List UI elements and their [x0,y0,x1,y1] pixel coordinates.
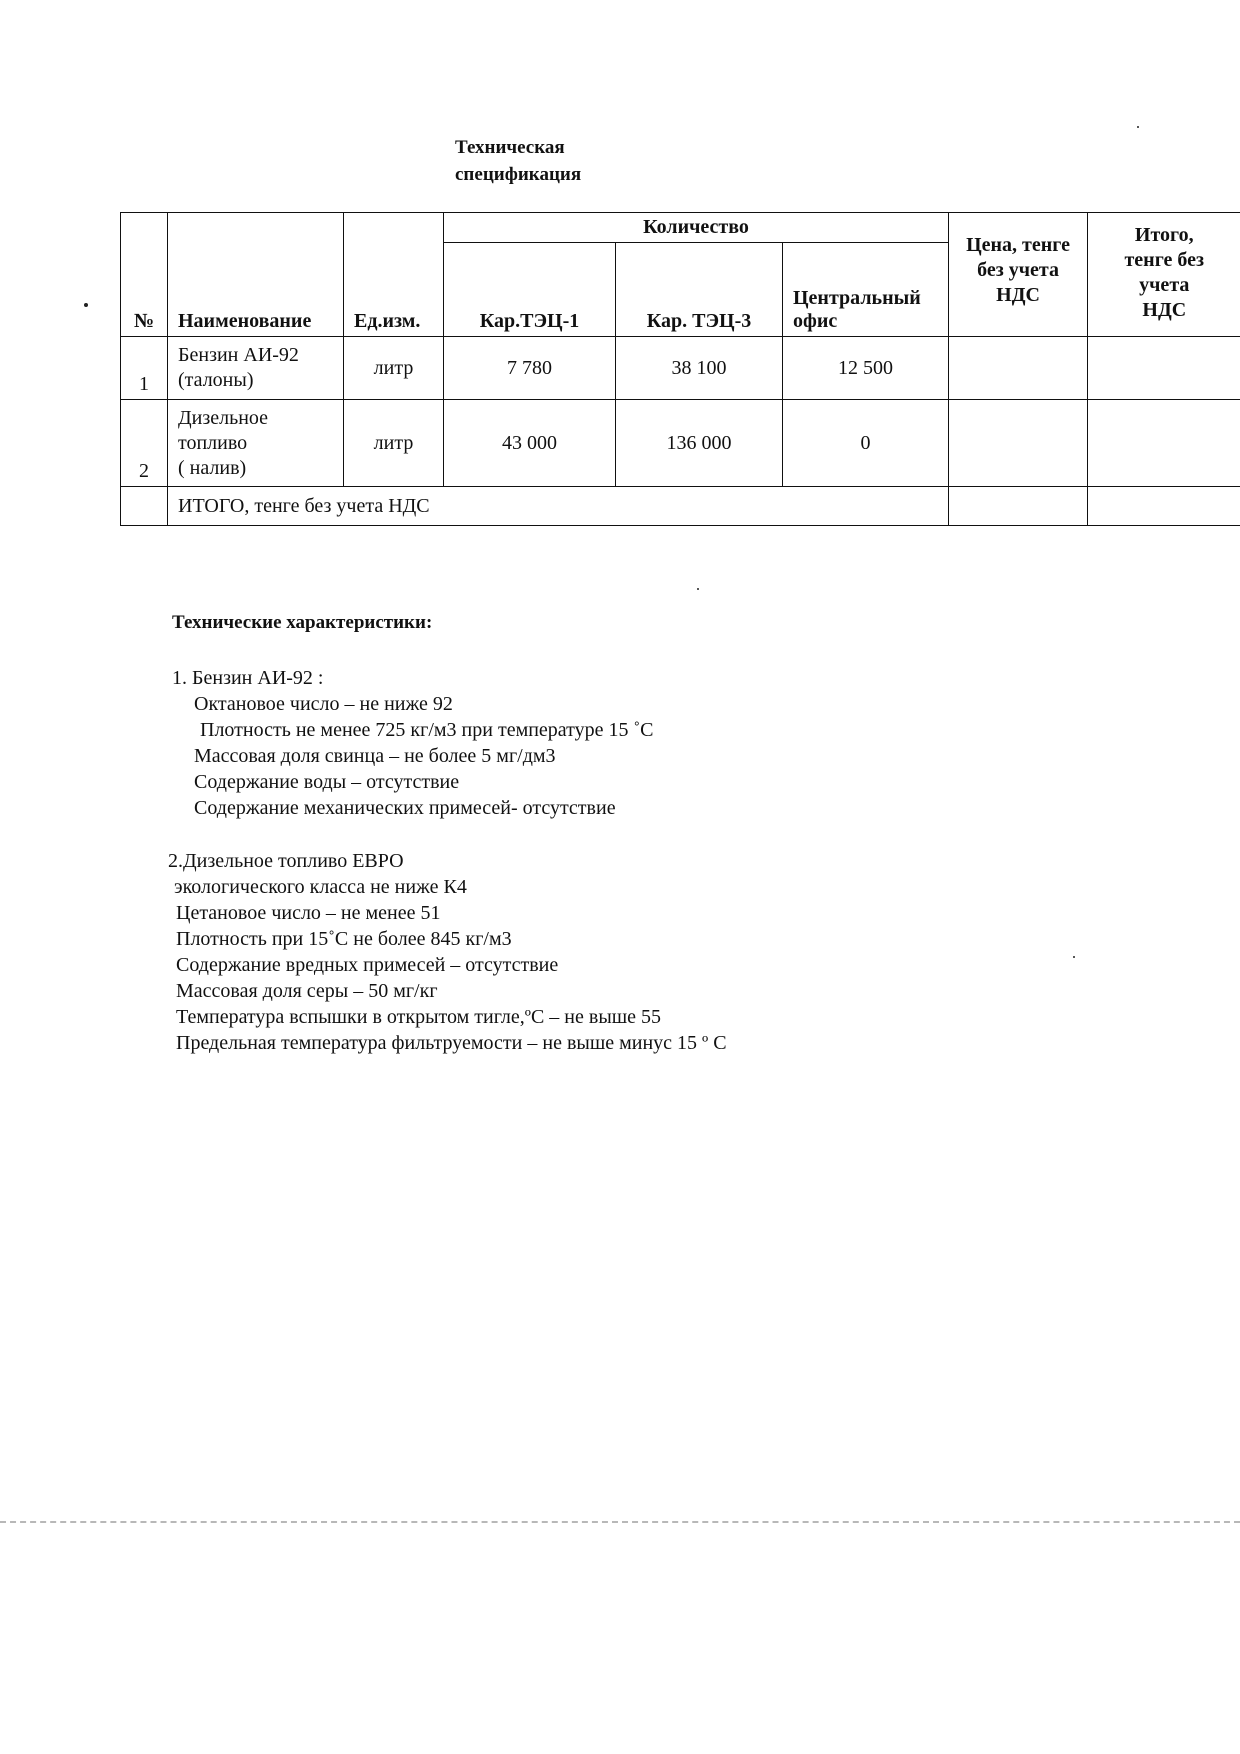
header-office [783,243,949,337]
row-name [168,400,344,487]
total-row-label: ИТОГО, тенге без учета НДС [168,487,949,526]
characteristics-line: Содержание вредных примесей – отсутствие [176,954,559,976]
title-line-1: Техническая [455,137,565,158]
header-office-line-2: офис [793,310,838,332]
characteristics-line: Массовая доля свинца – не более 5 мг/дм3 [194,745,556,767]
characteristics-line: Цетановое число – не менее 51 [176,902,441,924]
characteristics-item-diesel [168,848,727,1056]
row-unit: литр [344,400,444,487]
characteristics-line: Содержание механических примесей- отсутствие [194,797,616,819]
header-number: № [121,213,168,337]
row-qty-tec1: 43 000 [444,400,616,487]
header-price-line-2: без учета [977,259,1059,281]
row-name-line: ( налив) [178,457,247,479]
characteristics-heading: Технические характеристики: [172,612,433,633]
header-total [1088,213,1240,337]
scan-speck [1073,956,1075,958]
header-unit: Ед.изм. [344,213,444,337]
table-row [121,400,1240,487]
header-tec3: Кар. ТЭЦ-3 [616,243,783,337]
scan-speck [697,588,699,590]
row-qty-tec3: 136 000 [616,400,783,487]
total-row-total-cell [1088,487,1240,526]
row-name-line: Дизельное [178,407,269,429]
characteristics-line: экологического класса не ниже К4 [174,876,467,898]
row-number: 1 [121,337,168,400]
header-total-line-4: НДС [1142,299,1187,321]
header-price-line-3: НДС [996,284,1040,306]
characteristics-line: Температура вспышки в открытом тигле,ºС – не выше 55 [176,1006,662,1028]
total-row-price-cell [949,487,1088,526]
characteristics-line: 1. Бензин АИ-92 : [172,667,324,689]
header-office-line-1: Центральный [793,287,921,309]
header-price-line-1: Цена, тенге [966,234,1070,256]
total-row-number-cell [121,487,168,526]
row-qty-tec3: 38 100 [616,337,783,400]
characteristics-line: Массовая доля серы – 50 мг/кг [176,980,438,1002]
header-total-line-1: Итого, [1134,224,1194,246]
scan-speck [1137,126,1139,128]
characteristics-item-petrol [172,665,654,821]
header-quantity: Количество [444,213,949,243]
row-total [1088,337,1240,400]
row-price [949,337,1088,400]
total-row [121,487,1240,526]
row-name-line: (талоны) [178,369,254,391]
row-name [168,337,344,400]
row-qty-office: 12 500 [783,337,949,400]
title-line-2: спецификация [455,164,582,185]
specification-table [120,212,1240,526]
row-qty-tec1: 7 780 [444,337,616,400]
row-unit: литр [344,337,444,400]
scan-fold-line [0,1521,1240,1523]
table-row [121,337,1240,400]
row-name-line: Бензин АИ-92 [178,344,299,366]
characteristics-line: Плотность не менее 725 кг/м3 при температуре 15 ˚С [200,719,654,741]
characteristics-line: 2.Дизельное топливо ЕВРО [168,850,404,872]
row-price [949,400,1088,487]
characteristics-line: Плотность при 15˚С не более 845 кг/м3 [176,928,512,950]
document-title [455,134,581,188]
characteristics-line: Предельная температура фильтруемости – не выше минус 15 º С [176,1032,727,1054]
row-number: 2 [121,400,168,487]
row-qty-office: 0 [783,400,949,487]
header-total-line-2: тенге без [1124,249,1205,271]
header-price [949,213,1088,337]
header-total-line-3: учета [1139,274,1190,296]
characteristics-line: Октановое число – не ниже 92 [194,693,453,715]
row-total [1088,400,1240,487]
header-name: Наименование [168,213,344,337]
header-tec1: Кар.ТЭЦ-1 [444,243,616,337]
row-name-line: топливо [178,432,248,454]
scan-speck [84,303,88,307]
characteristics-line: Содержание воды – отсутствие [194,771,460,793]
